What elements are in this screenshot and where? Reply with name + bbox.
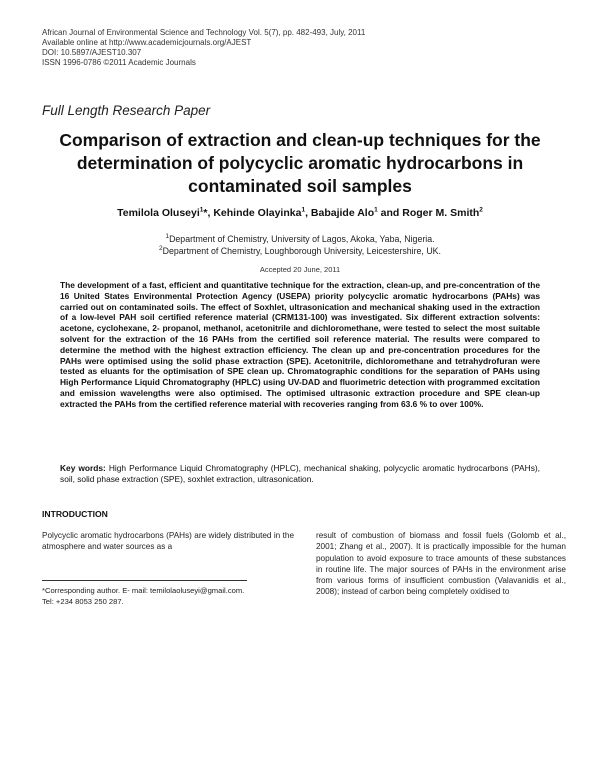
- journal-url: Available online at http://www.academicjournals.org/AJEST: [42, 38, 252, 47]
- keywords-label: Key words:: [60, 463, 106, 473]
- author-separator: *,: [203, 207, 214, 219]
- author-affiliation-mark: 1: [301, 206, 306, 214]
- doi: DOI: 10.5897/AJEST10.307: [42, 48, 142, 57]
- footnote-email-line: *Corresponding author. E- mail: temilolaoluseyi@gmail.com.: [42, 586, 245, 595]
- affiliation: [40, 234, 560, 246]
- author-affiliation-mark: 2: [479, 206, 483, 214]
- introduction-left-column: Polycyclic aromatic hydrocarbons (PAHs) are widely distributed in the atmosphere and water sources as a: [42, 531, 294, 552]
- affiliation: [40, 246, 560, 258]
- author-name: Temilola Oluseyi: [117, 207, 200, 219]
- footnote-divider: [42, 580, 247, 581]
- author-affiliation-mark: 1: [374, 206, 378, 214]
- affiliations: [40, 234, 560, 257]
- author-affiliation-mark: 1: [199, 206, 204, 214]
- author-separator: and: [377, 207, 403, 219]
- keywords-text: High Performance Liquid Chromatography (HPLC), mechanical shaking, polycyclic aromatic hydrocarbons (PAHs), soil, solid phase extraction (SPE), soxhlet extraction, ultrasonication.: [60, 463, 540, 484]
- abstract: The development of a fast, efficient and quantitative technique for the extraction, clean-up, and pre-concentration of the 16 United States Environmental Protection Agency (USEPA) priority polycyclic aromatic hydrocarbons (PAHs) was carried out on contaminated soils. The effect of Soxhlet, ultrasonication and mechanical shaking used in the extraction of a low-level PAH soil certified reference material (CRM131-100) was investigated. Six different extraction solvents: acetone, cyclohexane, 2- propanol, methanol, acetonitrile and dichloromethane, were tested to select the most suitable solvent for the extraction of the 16 PAHs from the certified soil reference material. The results were compared to determine the method with the highest extraction efficiency. The clean up and pre-concentration procedures for the PAHs were optimised using the solid phase extraction (SPE). Acetonitrile, dichloromethane and tetrahydrofuran were tested as eluants for the optimisation of SPE clean up. Chromatographic conditions for the separation of PAHs using High Performance Liquid Chromatography (HPLC) using UV-DAD and fluorimetric detection with programmed excitation and emission wavelengths were also optimised. The optimised ultrasonic extraction procedure and SPE clean-up extracted the PAHs from the certified reference material with recoveries ranging from 63.6 % to over 100%.: [60, 280, 540, 409]
- author-name: Roger M. Smith: [402, 207, 480, 219]
- accepted-date: Accepted 20 June, 2011: [259, 265, 341, 274]
- issn: ISSN 1996-0786 ©2011 Academic Journals: [42, 58, 196, 67]
- author-separator: ,: [305, 207, 311, 219]
- affiliation-mark: 2: [159, 244, 163, 252]
- journal-header: [42, 28, 365, 68]
- author-name: Kehinde Olayinka: [213, 207, 302, 219]
- paper-title: Comparison of extraction and clean-up techniques for the determination of polycyclic aromatic hydrocarbons in contaminated soil samples: [59, 130, 541, 196]
- affiliation-text: Department of Chemistry, Loughborough University, Leicestershire, UK.: [162, 245, 441, 256]
- journal-citation: African Journal of Environmental Science and Technology Vol. 5(7), pp. 482-493, July, 2011: [42, 28, 366, 37]
- affiliation-text: Department of Chemistry, University of Lagos, Akoka, Yaba, Nigeria.: [169, 234, 435, 244]
- keywords: [60, 463, 540, 485]
- paper-type: Full Length Research Paper: [42, 103, 211, 118]
- footnote-phone-line: Tel: +234 8053 250 287.: [42, 596, 124, 606]
- author-name: Babajide Alo: [310, 207, 375, 219]
- introduction-right-column: result of combustion of biomass and fossil fuels (Golomb et al., 2001; Zhang et al., 2007). It is practically impossible for the human population to avoid exposure to trace amounts of these substances in routine life. The major sources of PAHs in the environment arise from various forms of insufficient combustion (Valavanidis et al., 2008); instead of carbon being completely oxidised to: [316, 531, 566, 597]
- introduction-heading: INTRODUCTION: [42, 509, 108, 519]
- corresponding-author-footnote: [42, 586, 302, 607]
- affiliation-mark: 1: [165, 233, 170, 241]
- author-list: [40, 207, 560, 219]
